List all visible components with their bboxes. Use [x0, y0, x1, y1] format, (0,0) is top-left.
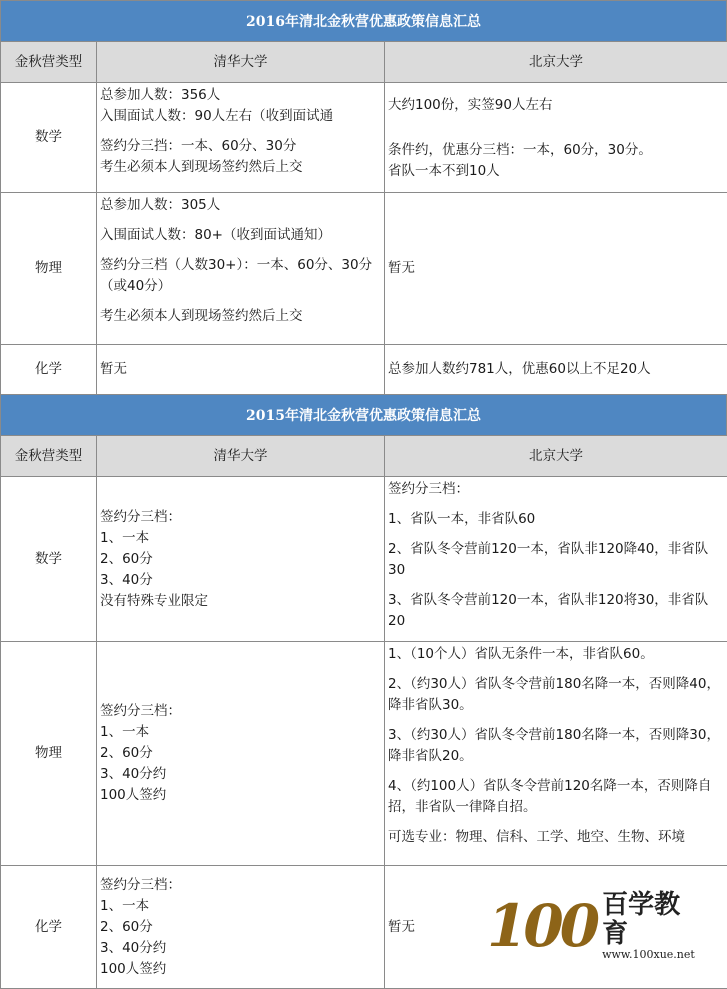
text-line: 签约分三档：	[100, 876, 181, 893]
cell-2016-math-qinghua	[97, 83, 385, 193]
text-line: 签约分三档：	[388, 481, 469, 497]
cell-2016-chemistry-beida	[385, 345, 727, 395]
logo-url: www.100xue.net	[602, 948, 695, 962]
header-beida: 北京大学	[385, 42, 727, 83]
text-line: 1、省队一本，非省队60	[388, 511, 536, 527]
text-line: 暂无	[388, 918, 415, 935]
text-line: 2、（约30人）省队冬令营前180名降一本，否则降40，降非省队30。	[388, 676, 720, 713]
text-line: 100人签约	[100, 787, 167, 803]
header-beida: 北京大学	[385, 436, 727, 477]
cell-2015-chemistry-qinghua	[97, 866, 385, 989]
logo-name: 百学教育	[602, 889, 681, 949]
cell-2015-physics-beida	[385, 642, 727, 866]
header-type: 金秋营类型	[1, 436, 97, 477]
logo-number: 100	[487, 892, 597, 960]
text-line: 3、40分约	[100, 939, 167, 956]
text-line: 100人签约	[100, 960, 167, 977]
header-qinghua: 清华大学	[97, 42, 385, 83]
text-line: 4、（约100人）省队冬令营前120名降一本，否则降自招，非省队一律降自招。	[388, 778, 712, 815]
cell-2016-physics-qinghua	[97, 193, 385, 345]
text-line: 考生必须本人到现场签约然后上交	[100, 159, 303, 175]
text-line: 暂无	[100, 361, 127, 377]
row-label-chemistry: 化学	[1, 345, 97, 395]
table-2016	[0, 42, 727, 395]
cell-2016-math-beida	[385, 83, 727, 193]
text-line: 2、省队冬令营前120一本，省队非120降40，非省队30	[388, 541, 709, 578]
text-line: 条件约，优惠分三档：一本，60分，30分。	[388, 142, 652, 158]
cell-2015-math-beida	[385, 477, 727, 642]
text-line: 签约分三档（人数30+）：一本、60分、30分（或40分）	[100, 257, 373, 294]
text-line: 2、60分	[100, 918, 153, 935]
text-line: 1、一本	[100, 724, 150, 740]
row-label-physics: 物理	[1, 642, 97, 866]
text-line: 总参加人数：305人	[100, 197, 221, 213]
cell-2015-math-qinghua	[97, 477, 385, 642]
text-line: 可选专业：物理、信科、工学、地空、生物、环境	[388, 829, 685, 845]
text-line: 总参加人数约781人，优惠60以上不足20人	[388, 361, 651, 377]
header-type: 金秋营类型	[1, 42, 97, 83]
text-line: 省队一本不到10人	[388, 163, 500, 179]
row-label-math: 数学	[1, 83, 97, 193]
text-line: 签约分三挡：一本、60分、30分	[100, 138, 297, 154]
text-line: 入围面试人数：80+（收到面试通知）	[100, 227, 331, 243]
text-line: 3、省队冬令营前120一本，省队非120将30，非省队20	[388, 592, 709, 629]
cell-2016-physics-beida	[385, 193, 727, 345]
text-line: 3、（约30人）省队冬令营前180名降一本，否则降30，降非省队20。	[388, 727, 720, 764]
row-label-physics: 物理	[1, 193, 97, 345]
text-line: 签约分三档：	[100, 508, 181, 525]
text-line: 2、60分	[100, 550, 153, 567]
text-line: 3、40分	[100, 571, 153, 588]
text-line: 没有特殊专业限定	[100, 592, 208, 609]
cell-2015-physics-qinghua	[97, 642, 385, 866]
text-line: 考生必须本人到现场签约然后上交	[100, 308, 303, 324]
text-line: 3、40分约	[100, 766, 167, 782]
text-line: 入围面试人数：90人左右（收到面试通	[100, 108, 334, 124]
row-label-math: 数学	[1, 477, 97, 642]
header-qinghua: 清华大学	[97, 436, 385, 477]
cell-2016-chemistry-qinghua	[97, 345, 385, 395]
text-line: 大约100份，实签90人左右	[388, 97, 553, 113]
row-label-chemistry: 化学	[1, 866, 97, 989]
text-line: 总参加人数：356人	[100, 87, 221, 103]
text-line: 签约分三档：	[100, 703, 181, 719]
text-line: 1、（10个人）省队无条件一本，非省队60。	[388, 646, 654, 662]
text-line: 2、60分	[100, 745, 153, 761]
logo-text-block	[602, 891, 695, 961]
text-line: 1、一本	[100, 529, 150, 546]
text-line: 1、一本	[100, 897, 150, 914]
text-line: 暂无	[388, 260, 415, 276]
table-2016-title: 2016年清北金秋营优惠政策信息汇总	[0, 0, 727, 42]
table-2015-title: 2015年清北金秋营优惠政策信息汇总	[0, 394, 727, 436]
brand-logo	[487, 886, 695, 966]
